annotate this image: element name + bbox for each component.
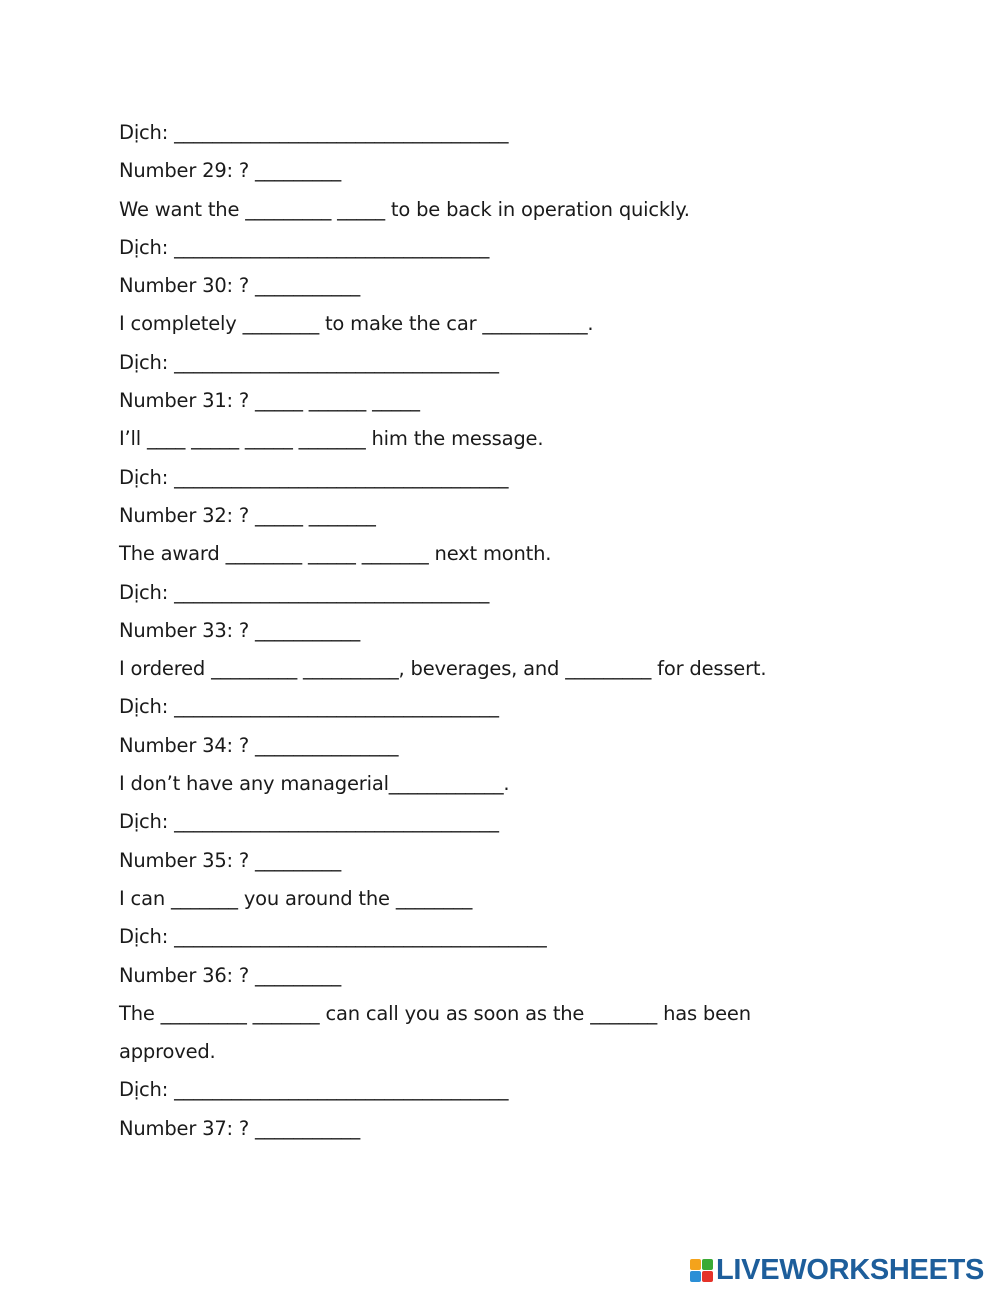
translation-line-29: Dịch: _________________________________	[119, 235, 490, 259]
translation-line-28: Dịch: ___________________________________	[119, 121, 509, 144]
sentence-34: I don’t have any managerial____________.	[119, 772, 510, 796]
logo-square-e	[702, 1271, 713, 1282]
sentence-31: I’ll ____ _____ _____ _______ him the message.	[119, 427, 544, 451]
logo-text: LIVEWORKSHEETS	[716, 1254, 985, 1286]
sentence-36: The _________ _______ can call you as soon as the _______ has been	[119, 1001, 751, 1025]
liveworksheets-logo	[690, 1255, 984, 1285]
sentence-32: The award ________ _____ _______ next month.	[119, 542, 552, 566]
worksheet-lines	[119, 118, 879, 1152]
logo-mark-icon	[690, 1259, 713, 1282]
question-number-32: Number 32: ? _____ _______	[119, 503, 376, 527]
question-number-31: Number 31: ? _____ ______ _____	[119, 389, 420, 413]
question-number-35: Number 35: ? _________	[119, 848, 342, 872]
sentence-29: We want the _________ _____ to be back in operation quickly.	[119, 197, 690, 221]
translation-line-32: Dịch: _________________________________	[119, 580, 490, 604]
translation-line-34: Dịch: __________________________________	[119, 810, 499, 834]
question-number-30: Number 30: ? ___________	[119, 274, 361, 298]
translation-line-33: Dịch: __________________________________	[119, 695, 499, 719]
question-number-29: Number 29: ? _________	[119, 159, 342, 183]
sentence-33: I ordered _________ __________, beverages, and _________ for dessert.	[119, 657, 767, 681]
translation-line-30: Dịch: __________________________________	[119, 350, 499, 374]
translation-line-31: Dịch: ___________________________________	[119, 465, 509, 489]
question-number-37: Number 37: ? ___________	[119, 1116, 361, 1140]
logo-square-v	[690, 1271, 701, 1282]
question-number-34: Number 34: ? _______________	[119, 733, 399, 757]
logo-square-l	[690, 1259, 701, 1270]
logo-square-i	[702, 1259, 713, 1270]
question-number-36: Number 36: ? _________	[119, 963, 342, 987]
sentence-30: I completely ________ to make the car ___________.	[119, 312, 594, 336]
translation-line-35: Dịch: _______________________________________	[119, 925, 547, 949]
question-number-33: Number 33: ? ___________	[119, 618, 361, 642]
sentence-36-continued: approved.	[119, 1040, 216, 1064]
translation-line-36: Dịch: ___________________________________	[119, 1078, 509, 1102]
sentence-35: I can _______ you around the ________	[119, 886, 473, 910]
